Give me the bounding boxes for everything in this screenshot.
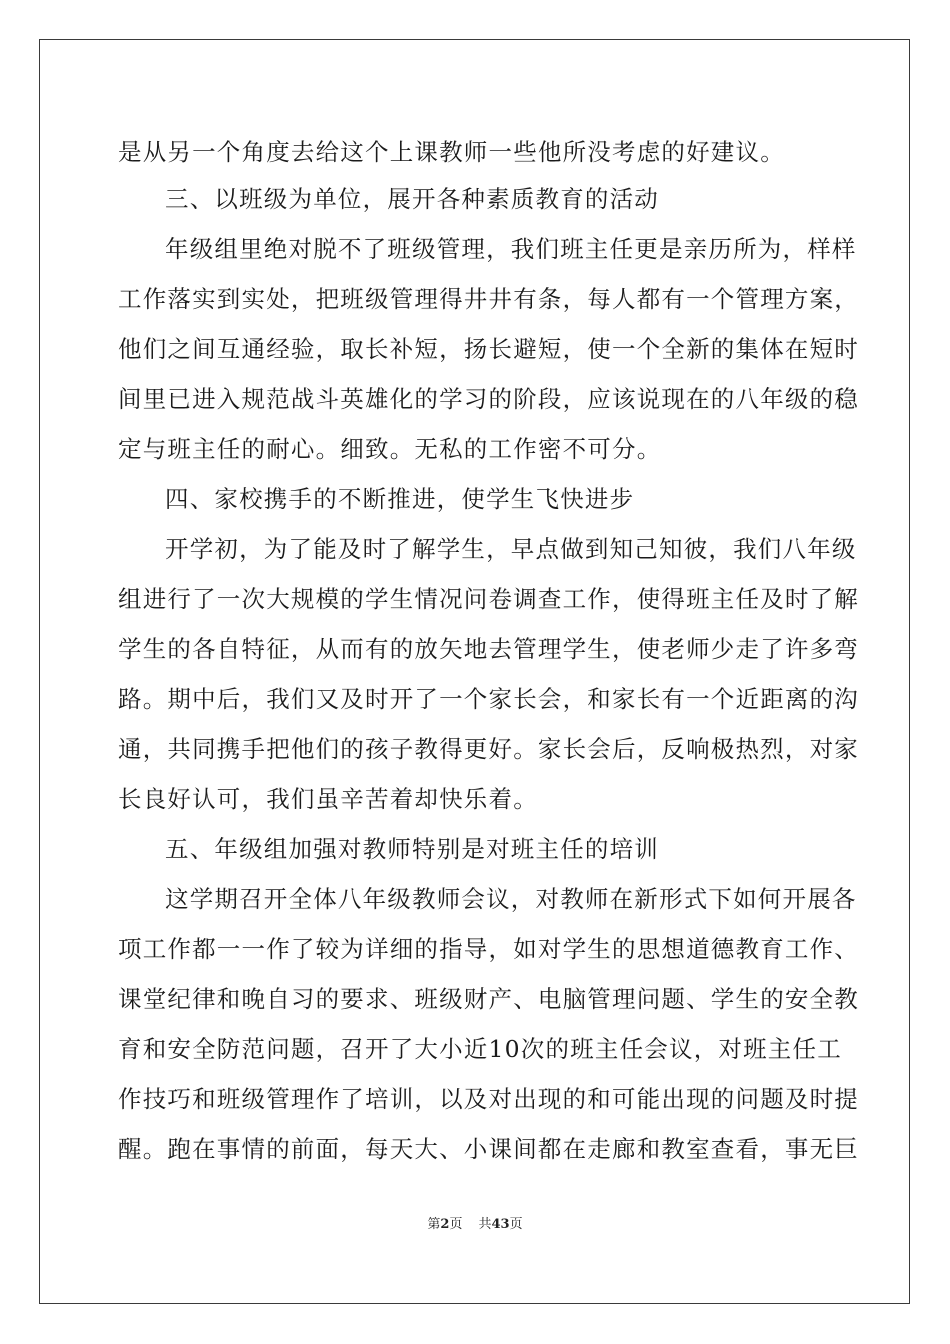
body-line: 这学期召开全体八年级教师会议，对教师在新形式下如何开展各 bbox=[165, 885, 857, 913]
body-line: 学生的各自特征，从而有的放矢地去管理学生，使老师少走了许多弯 bbox=[118, 635, 859, 663]
body-line: 长良好认可，我们虽辛苦着却快乐着。 bbox=[118, 785, 538, 813]
page-footer bbox=[0, 1216, 950, 1234]
body-line: 通，共同携手把他们的孩子教得更好。家长会后，反响极热烈，对家 bbox=[118, 735, 859, 763]
body-line: 组进行了一次大规模的学生情况问卷调查工作，使得班主任及时了解 bbox=[118, 585, 859, 613]
page-label-prefix: 第 bbox=[427, 1217, 441, 1232]
body-line: 课堂纪律和晚自习的要求、班级财产、电脑管理问题、学生的安全教 bbox=[118, 985, 859, 1013]
body-line: 间里已进入规范战斗英雄化的学习的阶段，应该说现在的八年级的稳 bbox=[118, 385, 859, 413]
body-line: 作技巧和班级管理作了培训，以及对出现的和可能出现的问题及时提 bbox=[118, 1085, 859, 1113]
body-line: 路。期中后，我们又及时开了一个家长会，和家长有一个近距离的沟 bbox=[118, 685, 859, 713]
body-line: 是从另一个角度去给这个上课教师一些他所没考虑的好建议。 bbox=[118, 138, 785, 166]
body-line: 他们之间互通经验，取长补短，扬长避短，使一个全新的集体在短时 bbox=[118, 335, 859, 363]
body-line: 项工作都一一作了较为详细的指导，如对学生的思想道德教育工作、 bbox=[118, 935, 859, 963]
total-label-suffix: 页 bbox=[509, 1217, 523, 1232]
page-number: 2 bbox=[440, 1217, 450, 1232]
section-heading: 三、以班级为单位，展开各种素质教育的活动 bbox=[165, 185, 659, 213]
page-label-suffix: 页 bbox=[449, 1217, 463, 1232]
page-border bbox=[39, 39, 910, 1304]
body-line: 工作落实到实处，把班级管理得井井有条，每人都有一个管理方案， bbox=[118, 285, 859, 313]
body-line: 定与班主任的耐心。细致。无私的工作密不可分。 bbox=[118, 435, 662, 463]
section-heading: 五、年级组加强对教师特别是对班主任的培训 bbox=[165, 835, 659, 863]
section-heading: 四、家校携手的不断推进，使学生飞快进步 bbox=[165, 485, 635, 513]
total-pages: 43 bbox=[491, 1217, 510, 1232]
body-line: 育和安全防范问题，召开了大小近10次的班主任会议，对班主任工 bbox=[118, 1035, 842, 1063]
body-line: 年级组里绝对脱不了班级管理，我们班主任更是亲历所为，样样 bbox=[165, 235, 857, 263]
body-line: 开学初，为了能及时了解学生，早点做到知己知彼，我们八年级 bbox=[165, 535, 857, 563]
total-label-prefix: 共 bbox=[478, 1217, 492, 1232]
body-line: 醒。跑在事情的前面，每天大、小课间都在走廊和教室查看，事无巨 bbox=[118, 1135, 859, 1163]
